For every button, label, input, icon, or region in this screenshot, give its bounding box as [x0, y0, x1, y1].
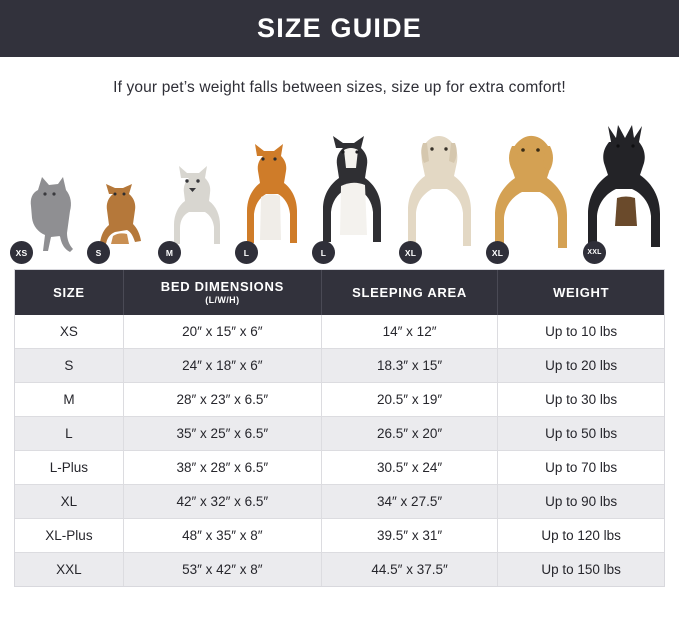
badge-l-collie: L [312, 241, 335, 264]
cell-dimensions: 42″ x 32″ x 6.5″ [123, 485, 321, 519]
table-row [15, 485, 664, 519]
cell-weight: Up to 50 lbs [498, 417, 664, 451]
cell-size: XL-Plus [15, 519, 123, 553]
subtitle-container [0, 57, 679, 97]
badge-xxl: XXL [583, 241, 606, 264]
french-bulldog-silhouette [162, 162, 224, 257]
badge-xs: XS [10, 241, 33, 264]
cell-dimensions: 38″ x 28″ x 6.5″ [123, 451, 321, 485]
cell-dimensions: 20″ x 15″ x 6″ [123, 315, 321, 349]
cell-weight: Up to 90 lbs [498, 485, 664, 519]
pet-l-shiba [239, 127, 301, 257]
pomeranian-silhouette [91, 174, 147, 257]
cell-weight: Up to 70 lbs [498, 451, 664, 485]
badge-m: M [158, 241, 181, 264]
table-row [15, 519, 664, 553]
subtitle-text: If your pet’s weight falls between sizes, size up for extra comfort! [113, 79, 566, 96]
column-header-sleeping-area-label: SLEEPING AREA [352, 284, 467, 300]
cell-sleeping: 14″ x 12″ [321, 315, 498, 349]
pet-s [91, 127, 147, 257]
size-table [15, 270, 664, 586]
table-header-row [15, 270, 664, 315]
cell-weight: Up to 20 lbs [498, 349, 664, 383]
badge-s: S [87, 241, 110, 264]
badge-xl-lab: XL [399, 241, 422, 264]
pet-silhouette-row [0, 117, 679, 257]
pet-l-collie [316, 127, 388, 257]
cell-sleeping: 20.5″ x 19″ [321, 383, 498, 417]
pet-m [162, 127, 224, 257]
pet-xs [14, 127, 76, 257]
column-header-weight-label: WEIGHT [553, 284, 610, 300]
column-header-dimensions [123, 270, 321, 315]
cell-weight: Up to 150 lbs [498, 553, 664, 587]
cell-weight: Up to 10 lbs [498, 315, 664, 349]
cat-silhouette [14, 174, 76, 257]
pet-xl-lab [403, 127, 475, 257]
pet-xl-golden [490, 127, 572, 257]
cell-dimensions: 24″ x 18″ x 6″ [123, 349, 321, 383]
table-row [15, 349, 664, 383]
shiba-inu-silhouette [239, 142, 301, 257]
cell-size: L [15, 417, 123, 451]
cell-sleeping: 30.5″ x 24″ [321, 451, 498, 485]
page-title: SIZE GUIDE [256, 13, 423, 43]
column-header-size [15, 270, 123, 315]
golden-retriever-silhouette [490, 130, 572, 257]
table-row [15, 315, 664, 349]
pet-xxl [587, 127, 665, 257]
cell-dimensions: 35″ x 25″ x 6.5″ [123, 417, 321, 451]
cell-size: XL [15, 485, 123, 519]
cell-size: L-Plus [15, 451, 123, 485]
column-header-dimensions-label: BED DIMENSIONS [160, 279, 284, 294]
badge-xl-golden: XL [486, 241, 509, 264]
cell-sleeping: 18.3″ x 15″ [321, 349, 498, 383]
table-row [15, 383, 664, 417]
size-table-container [14, 269, 665, 587]
table-row [15, 417, 664, 451]
cell-weight: Up to 120 lbs [498, 519, 664, 553]
column-header-sleeping-area [321, 270, 498, 315]
table-row [15, 553, 664, 587]
cell-sleeping: 26.5″ x 20″ [321, 417, 498, 451]
cell-sleeping: 39.5″ x 31″ [321, 519, 498, 553]
column-header-dimensions-sub: (L/W/H) [205, 295, 240, 305]
border-collie-silhouette [316, 134, 388, 257]
cell-size: S [15, 349, 123, 383]
table-row [15, 451, 664, 485]
header-banner [0, 0, 679, 57]
column-header-size-label: SIZE [53, 284, 85, 300]
cell-dimensions: 28″ x 23″ x 6.5″ [123, 383, 321, 417]
cell-sleeping: 44.5″ x 37.5″ [321, 553, 498, 587]
cell-size: XXL [15, 553, 123, 587]
column-header-weight [498, 270, 664, 315]
badge-l-shiba: L [235, 241, 258, 264]
table-header [15, 270, 664, 315]
cell-dimensions: 53″ x 42″ x 8″ [123, 553, 321, 587]
labrador-silhouette [403, 130, 475, 257]
cell-weight: Up to 30 lbs [498, 383, 664, 417]
cell-dimensions: 48″ x 35″ x 8″ [123, 519, 321, 553]
cell-size: XS [15, 315, 123, 349]
table-body [15, 315, 664, 586]
doberman-silhouette [587, 124, 665, 257]
cell-size: M [15, 383, 123, 417]
cell-sleeping: 34″ x 27.5″ [321, 485, 498, 519]
